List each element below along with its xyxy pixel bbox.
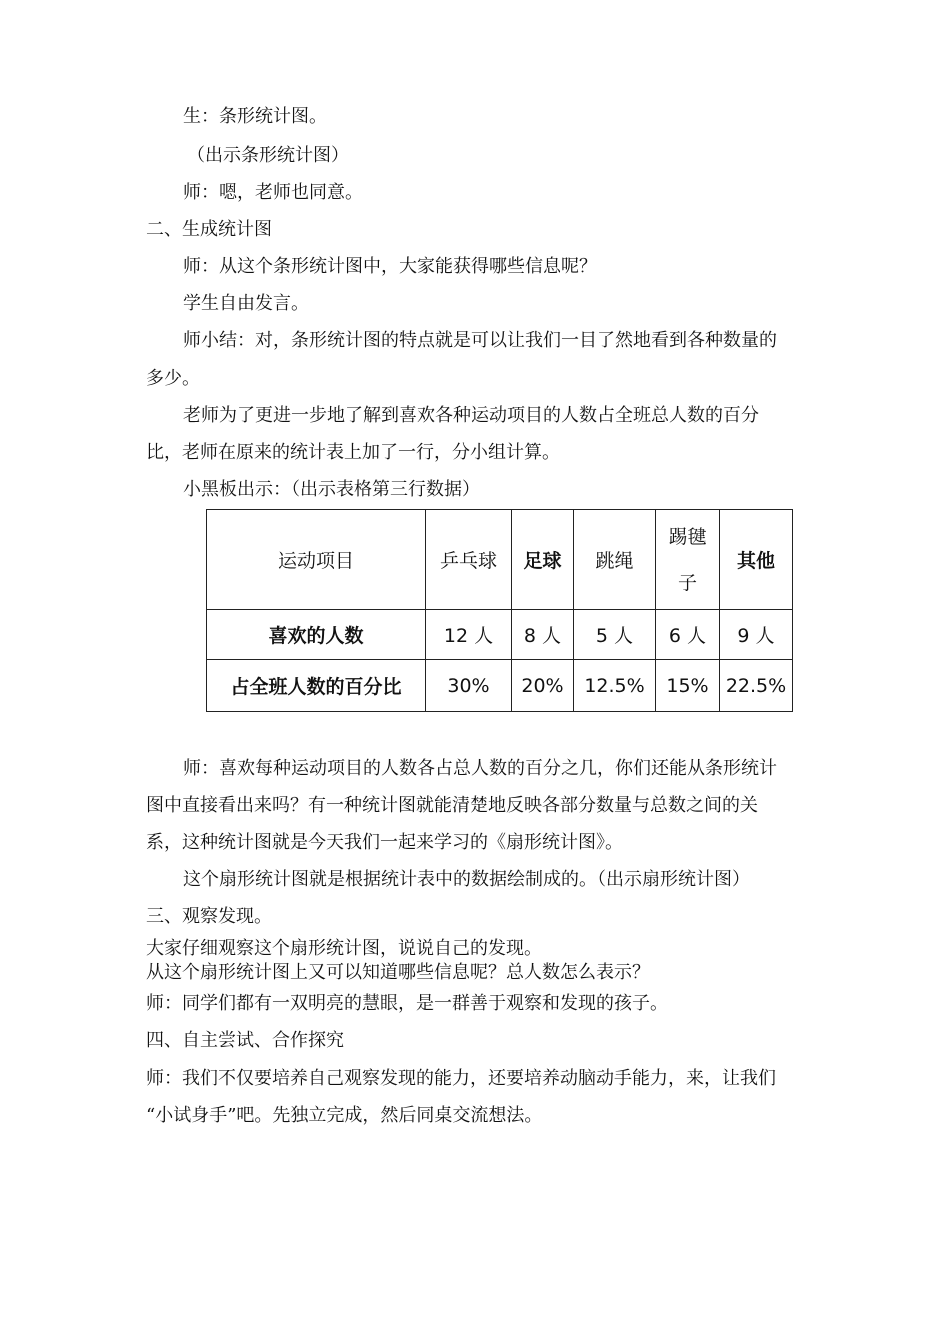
row-label: 占全班人数的百分比 bbox=[207, 660, 426, 712]
paragraph: 老师为了更进一步地了解到喜欢各种运动项目的人数占全班总人数的百分 bbox=[183, 405, 759, 426]
header-shuttlecock-line1: 踢毽 bbox=[668, 525, 707, 548]
header-label: 运动项目 bbox=[207, 510, 426, 610]
paragraph: 这个扇形统计图就是根据统计表中的数据绘制成的。（出示扇形统计图） bbox=[183, 869, 750, 890]
table-cell: 22.5% bbox=[720, 660, 793, 712]
table-cell: 8 人 bbox=[512, 610, 574, 660]
header-pingpong: 乒乓球 bbox=[426, 510, 512, 610]
paragraph: 比，老师在原来的统计表上加了一行，分小组计算。 bbox=[146, 442, 560, 463]
paragraph: 师：从这个条形统计图中，大家能获得哪些信息呢？ bbox=[183, 256, 597, 277]
table-cell: 15% bbox=[656, 660, 720, 712]
statistics-table bbox=[206, 509, 793, 712]
header-jump-rope: 跳绳 bbox=[574, 510, 656, 610]
paragraph: 师：同学们都有一双明亮的慧眼，是一群善于观察和发现的孩子。 bbox=[146, 993, 668, 1014]
header-other: 其他 bbox=[720, 510, 793, 610]
paragraph: 从这个扇形统计图上又可以知道哪些信息呢？总人数怎么表示？ bbox=[146, 962, 650, 983]
table-cell: 12 人 bbox=[426, 610, 512, 660]
section-heading: 二、生成统计图 bbox=[146, 219, 272, 240]
paragraph: 系，这种统计图就是今天我们一起来学习的《扇形统计图》。 bbox=[146, 832, 623, 853]
paragraph: 学生自由发言。 bbox=[183, 293, 309, 314]
table-row bbox=[207, 660, 793, 712]
paragraph: 多少。 bbox=[146, 368, 200, 389]
row-label: 喜欢的人数 bbox=[207, 610, 426, 660]
table-header-row bbox=[207, 510, 793, 610]
table-row bbox=[207, 610, 793, 660]
paragraph: （出示条形统计图） bbox=[187, 145, 349, 166]
section-heading: 三、观察发现。 bbox=[146, 906, 272, 927]
paragraph: 师：我们不仅要培养自己观察发现的能力，还要培养动脑动手能力，来，让我们 bbox=[146, 1068, 776, 1089]
table-cell: 12.5% bbox=[574, 660, 656, 712]
paragraph: 师：喜欢每种运动项目的人数各占总人数的百分之几，你们还能从条形统计 bbox=[183, 758, 777, 779]
paragraph: 生：条形统计图。 bbox=[183, 106, 327, 127]
paragraph: 大家仔细观察这个扇形统计图，说说自己的发现。 bbox=[146, 938, 542, 959]
table-cell: 6 人 bbox=[656, 610, 720, 660]
paragraph: 小黑板出示：（出示表格第三行数据） bbox=[183, 479, 480, 500]
paragraph: 图中直接看出来吗？有一种统计图就能清楚地反映各部分数量与总数之间的关 bbox=[146, 795, 758, 816]
table-cell: 5 人 bbox=[574, 610, 656, 660]
table-cell: 20% bbox=[512, 660, 574, 712]
table-cell: 9 人 bbox=[720, 610, 793, 660]
paragraph: 师：嗯，老师也同意。 bbox=[183, 182, 363, 203]
table-cell: 30% bbox=[426, 660, 512, 712]
header-shuttlecock-line2: 子 bbox=[677, 571, 697, 594]
section-heading: 四、自主尝试、合作探究 bbox=[146, 1030, 344, 1051]
paragraph: “小试身手”吧。先独立完成，然后同桌交流想法。 bbox=[146, 1105, 543, 1126]
paragraph: 师小结：对，条形统计图的特点就是可以让我们一目了然地看到各种数量的 bbox=[183, 330, 777, 351]
header-shuttlecock bbox=[656, 510, 720, 610]
header-football: 足球 bbox=[512, 510, 574, 610]
